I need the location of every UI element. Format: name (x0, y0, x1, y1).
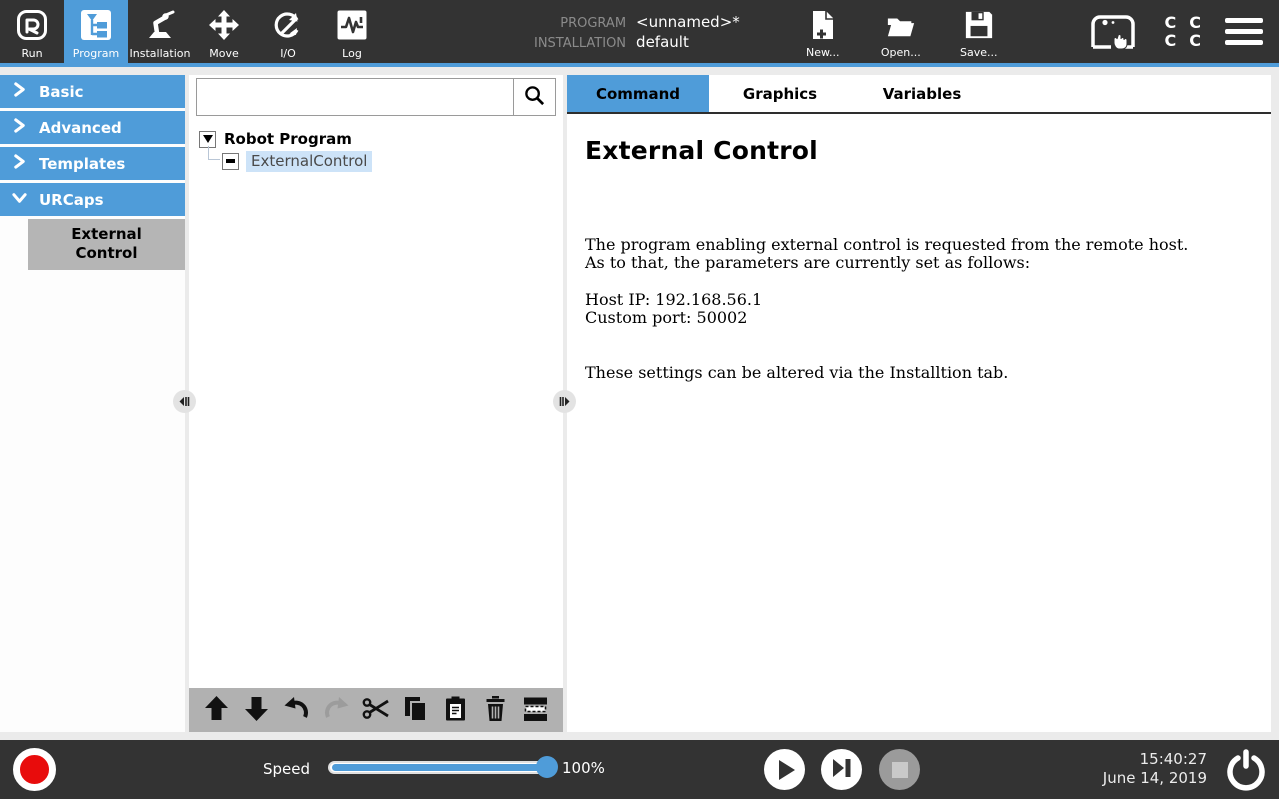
log-pulse-icon (336, 9, 368, 45)
open-folder-icon (886, 9, 916, 45)
bottom-bar (0, 740, 1279, 799)
tab-graphics-label: Graphics (742, 84, 818, 103)
new-button-label: New... (806, 46, 840, 59)
date-value: June 14, 2019 (1102, 769, 1207, 787)
program-tree-icon (80, 9, 112, 45)
speed-slider-fill (332, 764, 547, 771)
tab-command[interactable] (567, 75, 709, 112)
nav-program[interactable] (64, 0, 128, 63)
sidebar-item-basic[interactable] (0, 75, 185, 108)
status-letter: C (1164, 31, 1177, 50)
collapse-sidebar-handle[interactable] (173, 390, 196, 413)
top-header (0, 0, 1279, 63)
speed-label: Speed (263, 760, 311, 778)
command-panel (567, 75, 1271, 732)
cut-button[interactable] (360, 695, 392, 725)
nav-installation-label: Installation (129, 47, 191, 60)
copy-icon (402, 695, 429, 726)
move-arrows-icon (208, 9, 240, 45)
stop-icon (892, 762, 908, 778)
teach-pendant-icon (1089, 35, 1141, 54)
sidebar-item-label: Templates (39, 154, 126, 173)
move-down-button[interactable] (241, 695, 273, 725)
nav-log[interactable] (320, 0, 384, 63)
tree-connector-line (208, 146, 220, 160)
intro-line-2: As to that, the parameters are currently set as follows: (585, 253, 1031, 272)
chevron-right-icon (12, 82, 39, 101)
ur-logo-icon (16, 9, 48, 45)
teach-pendant-button[interactable] (1089, 10, 1141, 54)
status-letter: C (1189, 13, 1201, 32)
tab-variables-label: Variables (882, 84, 962, 103)
search-button[interactable] (513, 79, 555, 115)
intro-line-1: The program enabling external control is requested from the remote host. (585, 235, 1189, 254)
nav-move-label: Move (209, 47, 239, 60)
new-program-button[interactable] (798, 9, 848, 59)
undo-button[interactable] (280, 695, 312, 725)
nav-run-label: Run (21, 47, 43, 60)
save-button-label: Save... (960, 46, 998, 59)
program-tree-panel (189, 75, 563, 732)
cut-scissors-icon (362, 695, 389, 726)
installation-name-value: default (636, 32, 689, 51)
nav-io[interactable] (256, 0, 320, 63)
status-letter: C (1189, 31, 1201, 50)
nav-log-label: Log (342, 47, 362, 60)
search-icon (523, 84, 546, 111)
page-title: External Control (585, 136, 818, 165)
delete-trash-icon (482, 695, 509, 726)
tree-node-robot-program[interactable] (199, 128, 563, 150)
collapse-toggle-icon[interactable] (199, 131, 216, 148)
custom-port-value: Custom port: 50002 (585, 308, 748, 327)
program-metadata (534, 0, 740, 63)
program-name-value: <unnamed>* (636, 12, 740, 31)
time-value: 15:40:27 (1139, 750, 1207, 768)
collapse-tree-handle[interactable] (553, 390, 576, 413)
delete-button[interactable] (479, 695, 511, 725)
sidebar-item-external-control[interactable] (28, 219, 185, 270)
program-label: PROGRAM (560, 15, 627, 31)
sidebar-item-templates[interactable] (0, 147, 185, 180)
save-floppy-icon (964, 9, 994, 45)
chevron-right-icon (12, 118, 39, 137)
speed-slider[interactable] (328, 761, 556, 774)
play-button[interactable] (764, 749, 805, 790)
robot-arm-icon (144, 9, 176, 45)
tree-search-bar (196, 78, 556, 116)
undo-icon (283, 695, 310, 726)
sidebar-item-label: Advanced (39, 118, 122, 137)
move-up-button[interactable] (201, 695, 233, 725)
step-button[interactable] (821, 749, 862, 790)
save-program-button[interactable] (954, 9, 1004, 59)
node-category-sidebar (0, 75, 185, 732)
suppress-button[interactable] (519, 695, 551, 725)
nav-move[interactable] (192, 0, 256, 63)
program-node-icon (222, 153, 239, 170)
move-up-icon (203, 695, 230, 726)
stop-button[interactable] (879, 749, 920, 790)
parameters-block (585, 291, 1271, 327)
open-program-button[interactable] (876, 9, 926, 59)
tree-search-input[interactable] (197, 79, 513, 115)
copy-button[interactable] (400, 695, 432, 725)
tab-command-label: Command (595, 84, 681, 103)
speed-slider-knob[interactable] (536, 756, 558, 778)
nav-run[interactable] (0, 0, 64, 63)
chevron-down-icon (12, 190, 39, 209)
header-right-group (1089, 0, 1279, 63)
clock (1103, 750, 1207, 788)
power-icon (1225, 776, 1267, 795)
hamburger-menu-button[interactable] (1225, 18, 1263, 45)
host-ip-value: Host IP: 192.168.56.1 (585, 290, 763, 309)
sidebar-item-advanced[interactable] (0, 111, 185, 144)
header-accent-bar (0, 63, 1279, 67)
file-actions (798, 0, 1004, 63)
redo-icon (323, 695, 350, 726)
paste-button[interactable] (440, 695, 472, 725)
sidebar-item-label: URCaps (39, 190, 104, 209)
initialize-robot-button[interactable] (13, 748, 56, 791)
tree-node-label: Robot Program (224, 130, 352, 148)
panel-tabbar (567, 75, 1271, 114)
nav-io-label: I/O (280, 47, 296, 60)
intro-paragraph (585, 236, 1271, 272)
step-icon (831, 757, 853, 783)
nav-program-label: Program (72, 47, 120, 60)
tree-edit-toolbar (189, 688, 563, 732)
command-body (567, 136, 1271, 382)
program-tree (189, 116, 563, 172)
paste-clipboard-icon (442, 695, 469, 726)
external-control-label: External Control (71, 225, 142, 262)
io-circular-arrows-icon (272, 9, 304, 45)
speed-value: 100% (562, 759, 605, 777)
move-down-icon (243, 695, 270, 726)
tree-node-external-control[interactable] (208, 150, 563, 172)
main-nav (0, 0, 384, 63)
play-icon (779, 760, 795, 780)
status-letter-grid (1165, 14, 1202, 49)
settings-note: These settings can be altered via the Installtion tab. (585, 363, 1009, 382)
hamburger-icon (1225, 18, 1263, 23)
tab-variables[interactable] (851, 75, 993, 112)
new-file-icon (808, 9, 838, 45)
chevron-right-icon (12, 154, 39, 173)
redo-button[interactable] (320, 695, 352, 725)
tab-graphics[interactable] (709, 75, 851, 112)
sidebar-item-label: Basic (39, 82, 84, 101)
shutdown-button[interactable] (1225, 749, 1267, 795)
open-button-label: Open... (880, 46, 921, 59)
status-letter: C (1164, 13, 1177, 32)
sidebar-item-urcaps[interactable] (0, 183, 185, 216)
nav-installation[interactable] (128, 0, 192, 63)
installation-label: INSTALLATION (534, 35, 627, 51)
tree-node-label-selected[interactable]: ExternalControl (246, 151, 372, 172)
suppress-icon (522, 695, 549, 726)
